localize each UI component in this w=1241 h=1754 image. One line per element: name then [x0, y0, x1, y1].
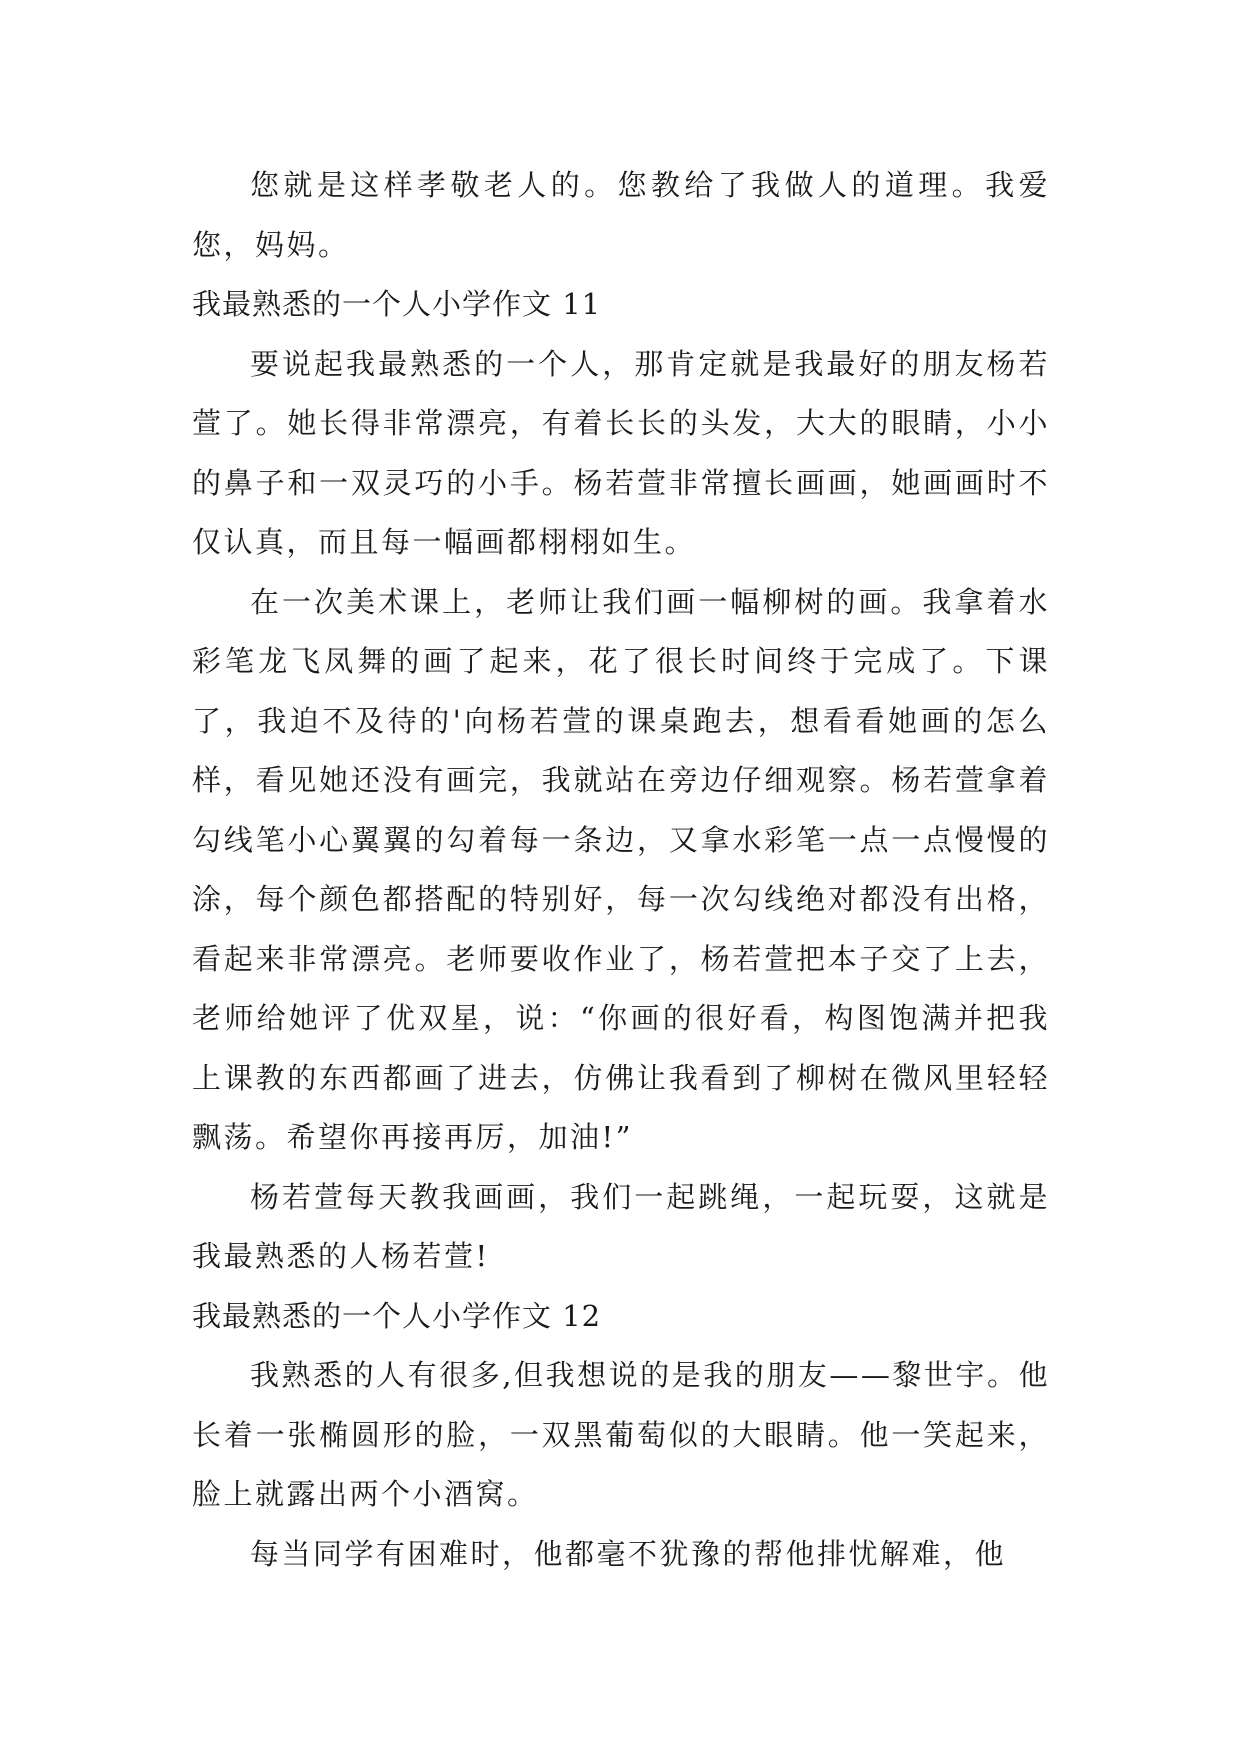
paragraph: 要说起我最熟悉的一个人，那肯定就是我最好的朋友杨若萱了。她长得非常漂亮，有着长长的头发，大大的眼睛，小小的鼻子和一双灵巧的小手。杨若萱非常擅长画画，她画画时不仅认真，而且每一幅画都栩栩如生。: [192, 346, 1050, 559]
paragraph: 每当同学有困难时，他都毫不犹豫的帮他排忧解难，他: [250, 1536, 1007, 1571]
paragraph: 我熟悉的人有很多,但我想说的是我的朋友——黎世宇。他长着一张椭圆形的脸，一双黑葡萄似的大眼睛。他一笑起来，脸上就露出两个小酒窝。: [192, 1358, 1050, 1511]
essay-title: 我最熟悉的一个人小学作文 12: [192, 1298, 602, 1333]
paragraph: 在一次美术课上，老师让我们画一幅柳树的画。我拿着水彩笔龙飞凤舞的画了起来，花了很长时间终于完成了。下课了，我迫不及待的'向杨若萱的课桌跑去，想看看她画的怎么样，看见她还没有画完，我就站在旁边仔细观察。杨若萱拿着勾线笔小心翼翼的勾着每一条边，又拿水彩笔一点一点慢慢的涂，每个颜色都搭配的特别好，每一次勾线绝对都没有出格，看起来非常漂亮。老师要收作业了，杨若萱把本子交了上去，老师给她评了优双星，说：“你画的很好看，构图饱满并把我上课教的东西都画了进去，仿佛让我看到了柳树在微风里轻轻飘荡。希望你再接再厉，加油!”: [192, 584, 1050, 1154]
paragraph: 杨若萱每天教我画画，我们一起跳绳，一起玩耍，这就是我最熟悉的人杨若萱!: [192, 1179, 1050, 1273]
essay-title: 我最熟悉的一个人小学作文 11: [192, 287, 602, 321]
paragraph: 您就是这样孝敬老人的。您教给了我做人的道理。我爱您，妈妈。: [192, 168, 1050, 262]
document-page: [192, 156, 1050, 1584]
